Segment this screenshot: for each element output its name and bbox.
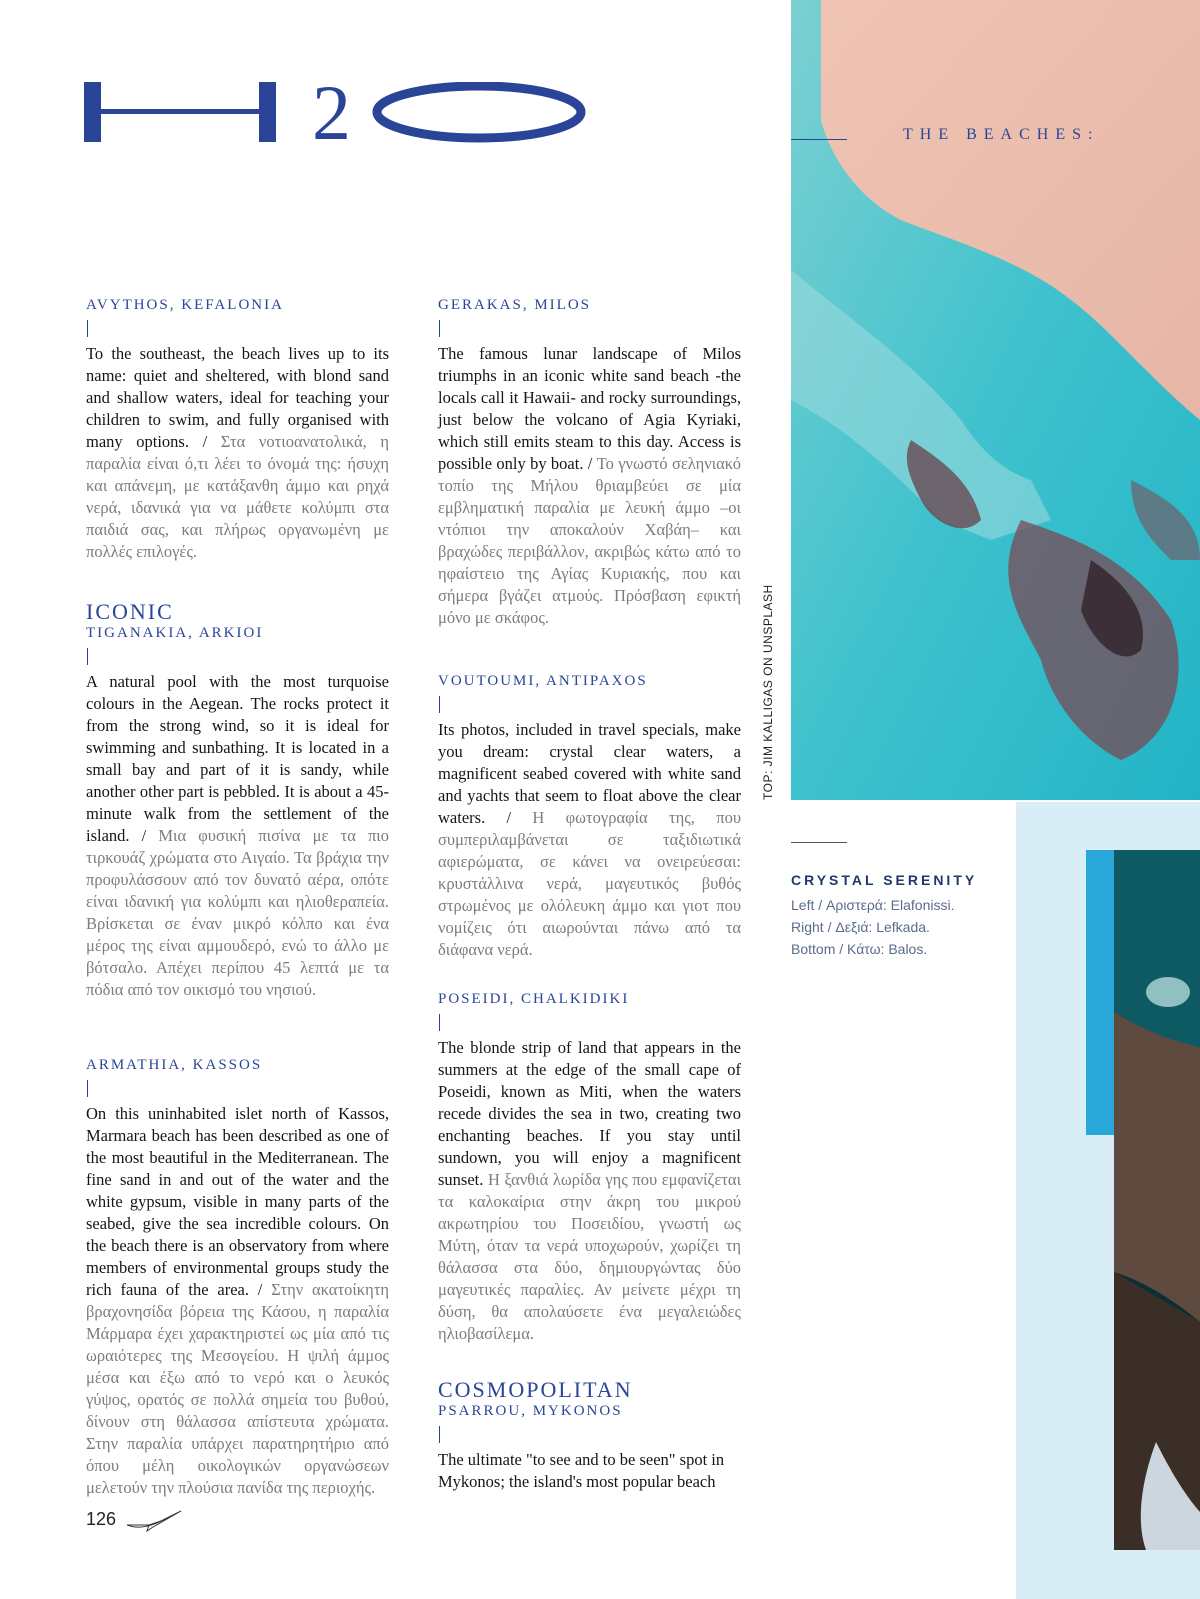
greek-text: Η ξανθιά λωρίδα γης που εμφανίζεται τα καλοκαίρια στην άκρη του μικρού ακρωτηρίου του Ποσειδίου, γνωστή ως Μύτη, όταν τα νερά υποχωρούν, χωρίζει τη θάλασσα στα δύο, δημιουργώντας δύο μαγευτικές παραλίες. Αν μείνετε μέχρι τη δύση, θα απολαύσετε ένα μεγαλειώδες ηλιοβασίλεμα. (438, 1170, 742, 1343)
language-separator: / (129, 826, 159, 845)
beach-location: VOUTOUMI, ANTIPAXOS (438, 673, 648, 689)
greek-text: Η φωτογραφία της, που συμπεριλαμβάνεται σε ταξιδιωτικά αφιερώματα, σε κάνει να ονειρεύεσαι: κρυστάλλινα νερά, μαγευτικός βυθός στρωμένος με ολόλευκη άμμο και γιοτ που νομίζεις ότι αιωρούνται πάνω από τα διάφανα νερά. (438, 808, 741, 959)
language-separator: / (248, 1280, 272, 1299)
english-text: Its photos, included in travel specials, make you dream: crystal clear waters, a magnificent seabed covered with white sand and yachts that seem to float above the clear waters. (438, 720, 741, 827)
bottom-balos-photo (1016, 802, 1200, 1599)
english-text: On this uninhabited islet north of Kassos, Marmara beach has been described as one of the most beautiful in the Mediterranean. The fine sand in and out of the water and the white gypsum, visible in many parts of the seabed, give the sea incredible colours. On the beach there is an observatory from where members of environmental groups study the rich fauna of the area. (86, 1104, 389, 1299)
article-body (438, 343, 741, 629)
article-poseidi (438, 990, 741, 1345)
article-body (86, 1103, 389, 1499)
beach-location: AVYTHOS, KEFALONIA (86, 297, 284, 313)
page-number-text: 126 (86, 1508, 117, 1529)
page-number (86, 1507, 183, 1533)
article-body (438, 1037, 741, 1345)
h2o-logo (84, 82, 604, 146)
english-text: The ultimate "to see and to be seen" spot in Mykonos; the island's most popular beach (438, 1450, 725, 1491)
logo-digit-two: 2 (312, 82, 351, 146)
language-separator: / (485, 808, 533, 827)
caption (791, 872, 977, 960)
article-avythos (86, 296, 389, 563)
top-aerial-photo (791, 0, 1200, 800)
greek-text: Στην ακατοίκητη βραχονησίδα βόρεια της Κάσου, η παραλία Μάρμαρα έχει χαρακτηριστεί ως μία από τις ωραιότερες της Μεσογείου. Η ψιλή άμμος μέσα και έξω από το νερό και ο λευκός γύψος, ορατός σε πολλά σημεία του βυθού, δίνουν στη θάλασσα απίστευτα χρώματα. Στην παραλία υπάρχει παρατηρητήριο από όπου μέλη οικολογικών οργανώσεων μελετούν την πλούσια πανίδα της περιοχής. (86, 1280, 389, 1497)
article-armathia (86, 1056, 389, 1499)
caption-title: CRYSTAL SERENITY (791, 872, 978, 888)
language-separator: / (583, 454, 597, 473)
caption-rule (791, 842, 847, 843)
english-text: A natural pool with the most turquoise colours in the Aegean. The rocks protect it from the strong wind, so it is ideal for swimming and sunbathing. It is located in a small bay and part of it is sandy, while another other part is pebbled. It is about a 45-minute walk from the settlement of the island. (86, 672, 389, 845)
beach-location: POSEIDI, CHALKIDIKI (438, 991, 630, 1007)
divider-bar (439, 696, 440, 713)
section-label: THE BEACHES: (903, 126, 1100, 143)
logo-letter-o (377, 86, 581, 138)
greek-text: Το γνωστό σεληνιακό τοπίο της Μήλου θριαμβεύει σε μία εμβληματική παραλία με λευκή άμμο –οι ντόπιοι την αποκαλούν Χαβάη– και βραχώδες περιβάλλον, ακριβώς κάτω από το ηφαίστειο της Αγίας Κυριακής, που και σήμερα βγάζει ατμούς. Πρόσβαση εφικτή μόνο με σκάφος. (438, 454, 741, 627)
paper-plane-icon (123, 1507, 183, 1533)
article-tiganakia (86, 600, 389, 1001)
english-text: The famous lunar landscape of Milos triumphs in an iconic white sand beach -the locals call it Hawaii- and rocky surroundings, just below the volcano of Agia Kyriaki, which still emits steam to this day. Access is possible only by boat. (438, 344, 741, 473)
category-heading: ICONIC (86, 599, 174, 624)
article-gerakas (438, 296, 741, 629)
article-psarrou (438, 1378, 741, 1493)
beach-location: GERAKAS, MILOS (438, 297, 592, 313)
beach-location: PSARROU, MYKONOS (438, 1403, 623, 1419)
caption-line: Bottom / Κάτω: Balos. (791, 941, 928, 957)
header-rule (791, 139, 847, 140)
caption-line: Right / Δεξιά: Lefkada. (791, 919, 930, 935)
english-text: The blonde strip of land that appears in the summers at the edge of the small cape of Poseidi, known as Miti, when the waters recede divides the sea in two, creating two enchanting beaches. If you stay until sundown, you will enjoy a magnificent sunset. (438, 1038, 741, 1189)
category-heading: COSMOPOLITAN (438, 1377, 633, 1402)
english-text: To the southeast, the beach lives up to its name: quiet and sheltered, with blond sand and shallow waters, ideal for teaching your children to swim, and fully organised with many options. (86, 344, 389, 451)
article-body (86, 671, 389, 1001)
divider-bar (439, 1426, 440, 1443)
divider-bar (439, 320, 440, 337)
language-separator: / (188, 432, 221, 451)
beach-location: ARMATHIA, KASSOS (86, 1057, 263, 1073)
divider-bar (439, 1014, 440, 1031)
article-body (438, 719, 741, 961)
divider-bar (87, 320, 88, 337)
greek-text: Στα νοτιοανατολικά, η παραλία είναι ό,τι λέει το όνομά της: ήσυχη και απάνεμη, με κατάξανθη άμμο και ρηχά νερά, ιδανικά για να μάθετε κολύμπι στα παιδιά σας, και πλήρως οργανωμένη με πολλές επιλογές. (86, 432, 389, 561)
beach-location: TIGANAKIA, ARKIOI (86, 625, 264, 641)
article-body (438, 1449, 741, 1493)
divider-bar (87, 1080, 88, 1097)
article-voutoumi (438, 672, 741, 961)
caption-line: Left / Αριστερά: Elafonissi. (791, 897, 955, 913)
divider-bar (87, 648, 88, 665)
greek-text: Μια φυσική πισίνα με τα πιο τιρκουάζ χρώματα στο Αιγαίο. Τα βράχια την προφυλάσσουν από τον δυνατό αέρα, οπότε είναι ιδανική για κολύμπι και ηλιοθεραπεία. Βρίσκεται σε έναν μικρό κόλπο και ένα μέρος της είναι αμμουδερό, ενώ το άλλο με βότσαλο. Απέχει περίπου 45 λεπτά με τα πόδια από τον οικισμό του νησιού. (86, 826, 389, 999)
photo-credit: TOP: JIM KALLIGAS ON UNSPLASH (761, 584, 775, 800)
article-body (86, 343, 389, 563)
